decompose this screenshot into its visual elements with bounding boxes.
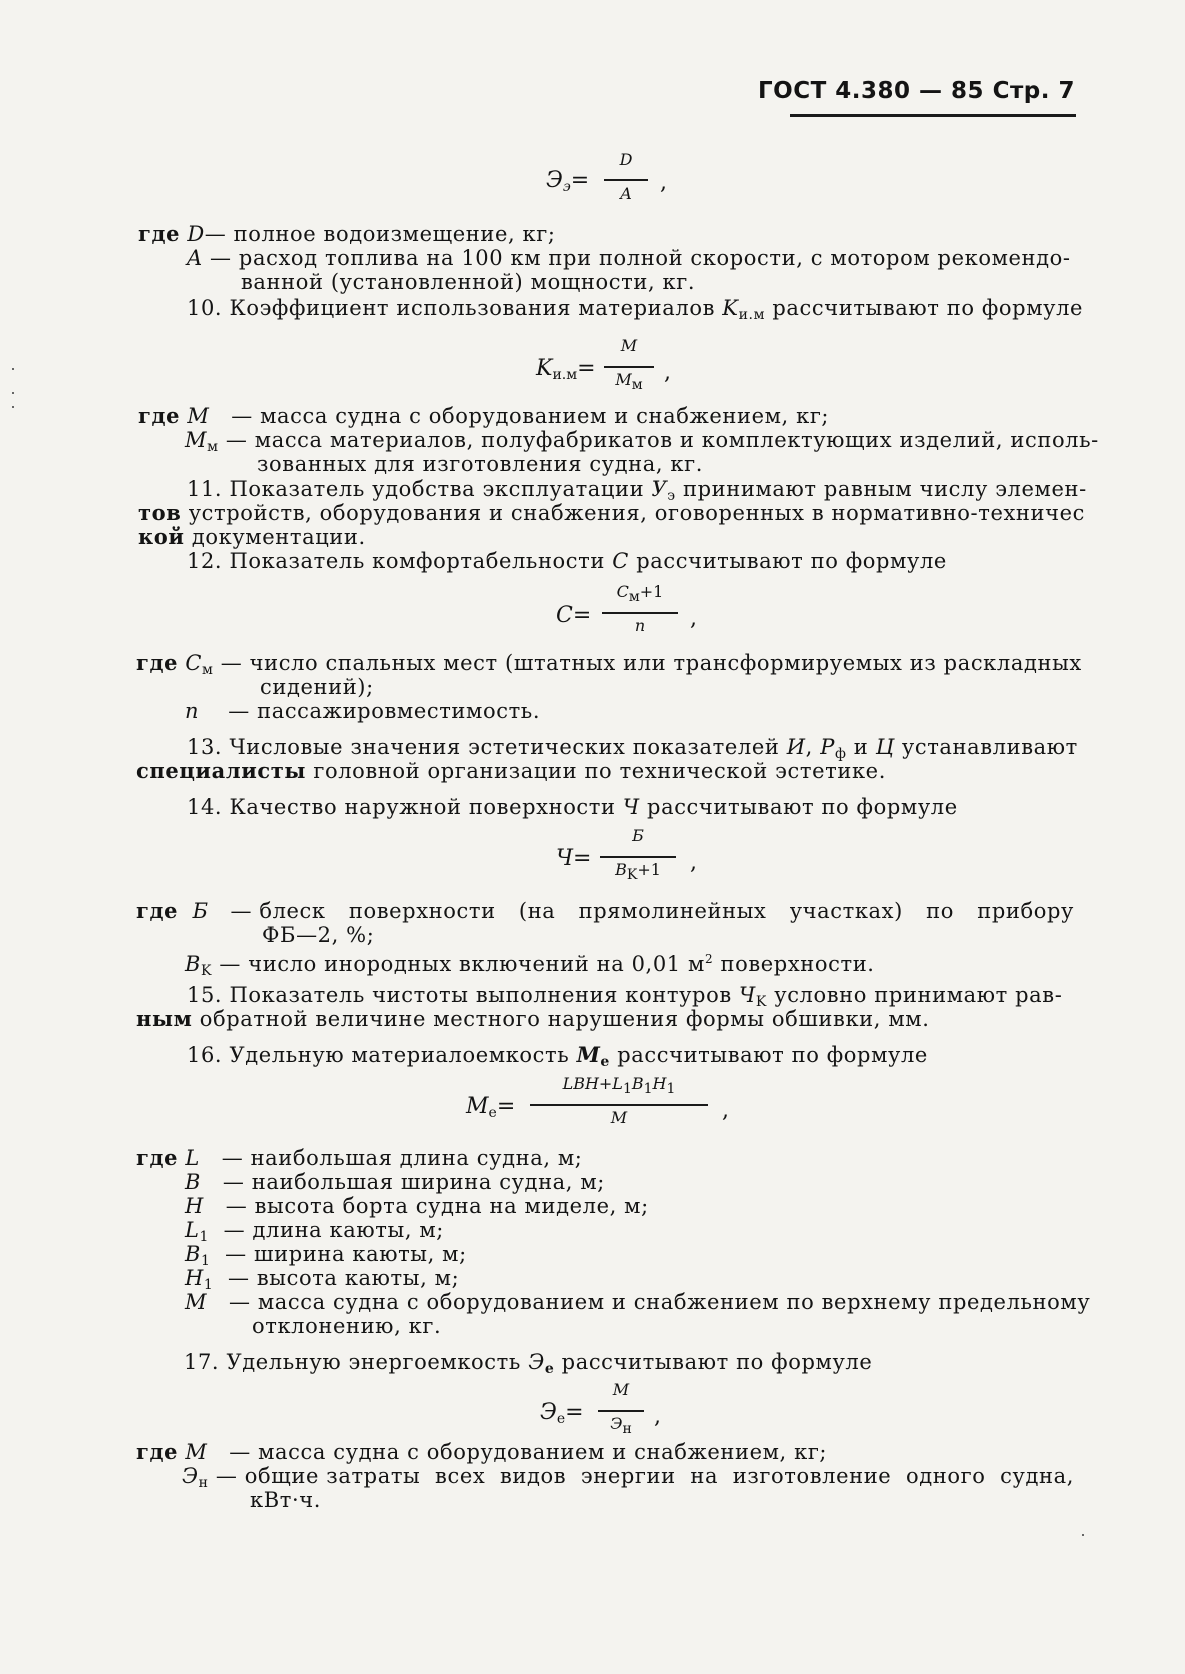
paragraph-16: 16. Удельную материалоемкость $M_e$ рассчитывают по формуле bbox=[187, 1042, 928, 1070]
where-m: где M — масса судна с оборудованием и снабжением, кг; bbox=[138, 403, 830, 428]
where-bk: $B_K$ — число инородных включений на 0,01 $м^2$ поверхности. bbox=[185, 952, 875, 979]
paragraph-13-line-1: 13. Числовые значения эстетических показателей И, $P_ф$ и Ц устанавливают bbox=[187, 735, 1078, 762]
formula-2-comma: , bbox=[664, 360, 671, 385]
where-b-cont: ФБ—2, %; bbox=[262, 923, 375, 947]
where-a: A — расход топлива на 100 км при полной скорости, с мотором рекомендо- bbox=[187, 246, 1071, 270]
formula-2-fraction: M $M_м$ bbox=[604, 336, 654, 400]
where-m-final: где M — масса судна с оборудованием и снабжением, кг; bbox=[136, 1439, 828, 1464]
where-h: H — высота борта судна на миделе, м; bbox=[185, 1194, 649, 1218]
formula-3-lhs: C= bbox=[556, 603, 592, 628]
header-rule bbox=[790, 114, 1076, 117]
paragraph-11-line-3: кой документации. bbox=[138, 524, 366, 549]
where-m-upper-cont: отклонению, кг. bbox=[252, 1314, 442, 1338]
scan-speck bbox=[1082, 1534, 1084, 1536]
formula-2-lhs: $K_{и.м}=$ bbox=[536, 356, 596, 383]
where-mm: $M_м$ — масса материалов, полуфабрикатов и комплектующих изделий, исполь- bbox=[185, 428, 1099, 455]
scan-speck bbox=[12, 368, 14, 370]
where-mm-cont: зованных для изготовления судна, кг. bbox=[257, 452, 704, 476]
formula-5-comma: , bbox=[722, 1098, 729, 1123]
where-m-upper: M — масса судна с оборудованием и снабжением по верхнему предельному bbox=[185, 1290, 1091, 1314]
formula-5-lhs: $M_e=$ bbox=[466, 1094, 516, 1121]
formula-3-comma: , bbox=[690, 606, 697, 631]
where-b1: $B_1$ — ширина каюты, м; bbox=[185, 1242, 467, 1269]
where-cm-cont: сидений); bbox=[260, 675, 374, 699]
formula-6-fraction: M $Э_н$ bbox=[598, 1380, 644, 1444]
formula-3-fraction: $C_м+1$ n bbox=[602, 582, 678, 646]
where-n: n — пассажировместимость. bbox=[185, 699, 541, 723]
scan-speck bbox=[12, 406, 14, 408]
paragraph-17: 17. Удельную энергоемкость $Э_e$ рассчитывают по формуле bbox=[184, 1350, 873, 1377]
formula-1-comma: , bbox=[660, 170, 667, 195]
where-l1: $L_1$ — длина каюты, м; bbox=[185, 1218, 444, 1245]
where-cm: где $C_м$ — число спальных мест (штатных или трансформируемых из раскладных bbox=[136, 650, 1082, 678]
paragraph-14: 14. Качество наружной поверхности Ч рассчитывают по формуле bbox=[187, 795, 958, 819]
paragraph-15-line-1: 15. Показатель чистоты выполнения контуров $Ч_K$ условно принимают рав- bbox=[187, 983, 1063, 1010]
where-b-width: B — наибольшая ширина судна, м; bbox=[185, 1170, 605, 1194]
where-h1: $H_1$ — высота каюты, м; bbox=[185, 1266, 460, 1293]
scan-speck bbox=[12, 392, 14, 394]
paragraph-10: 10. Коэффициент использования материалов $K_{и.м}$ рассчитывают по формуле bbox=[187, 296, 1084, 323]
where-en-cont: кВт·ч. bbox=[250, 1488, 322, 1512]
where-a-cont: ванной (установленной) мощности, кг. bbox=[241, 270, 696, 294]
formula-1-fraction: D A bbox=[604, 150, 648, 210]
where-d: где D— полное водоизмещение, кг; bbox=[138, 221, 556, 246]
formula-4-comma: , bbox=[690, 850, 697, 875]
paragraph-11-line-1: 11. Показатель удобства эксплуатации $У_э$ принимают равным числу элемен- bbox=[187, 477, 1087, 504]
page-header: ГОСТ 4.380 — 85 Стр. 7 bbox=[758, 78, 1075, 104]
formula-5-fraction: $LBH+L_1B_1H_1$ M bbox=[530, 1074, 708, 1138]
where-b: где Б — блеск поверхности (на прямолинейных участках) по прибору bbox=[136, 898, 1074, 923]
paragraph-11-line-2: тов устройств, оборудования и снабжения, оговоренных в нормативно-техничес bbox=[138, 500, 1085, 525]
paragraph-15-line-2: ным обратной величине местного нарушения формы обшивки, мм. bbox=[136, 1006, 930, 1031]
formula-6-comma: , bbox=[654, 1404, 661, 1429]
formula-4-lhs: Ч= bbox=[556, 846, 592, 871]
where-en: $Э_н$ — общие затраты всех видов энергии на изготовление одного судна, bbox=[182, 1464, 1074, 1491]
paragraph-12: 12. Показатель комфортабельности C рассчитывают по формуле bbox=[187, 549, 947, 573]
formula-6-lhs: $Э_e=$ bbox=[540, 1400, 584, 1427]
formula-4-fraction: Б $B_K+1$ bbox=[600, 826, 676, 890]
formula-1-lhs: $Э_э=$ bbox=[546, 168, 590, 195]
paragraph-13-line-2: специалисты головной организации по технической эстетике. bbox=[136, 758, 886, 783]
where-l: где L — наибольшая длина судна, м; bbox=[136, 1145, 583, 1170]
